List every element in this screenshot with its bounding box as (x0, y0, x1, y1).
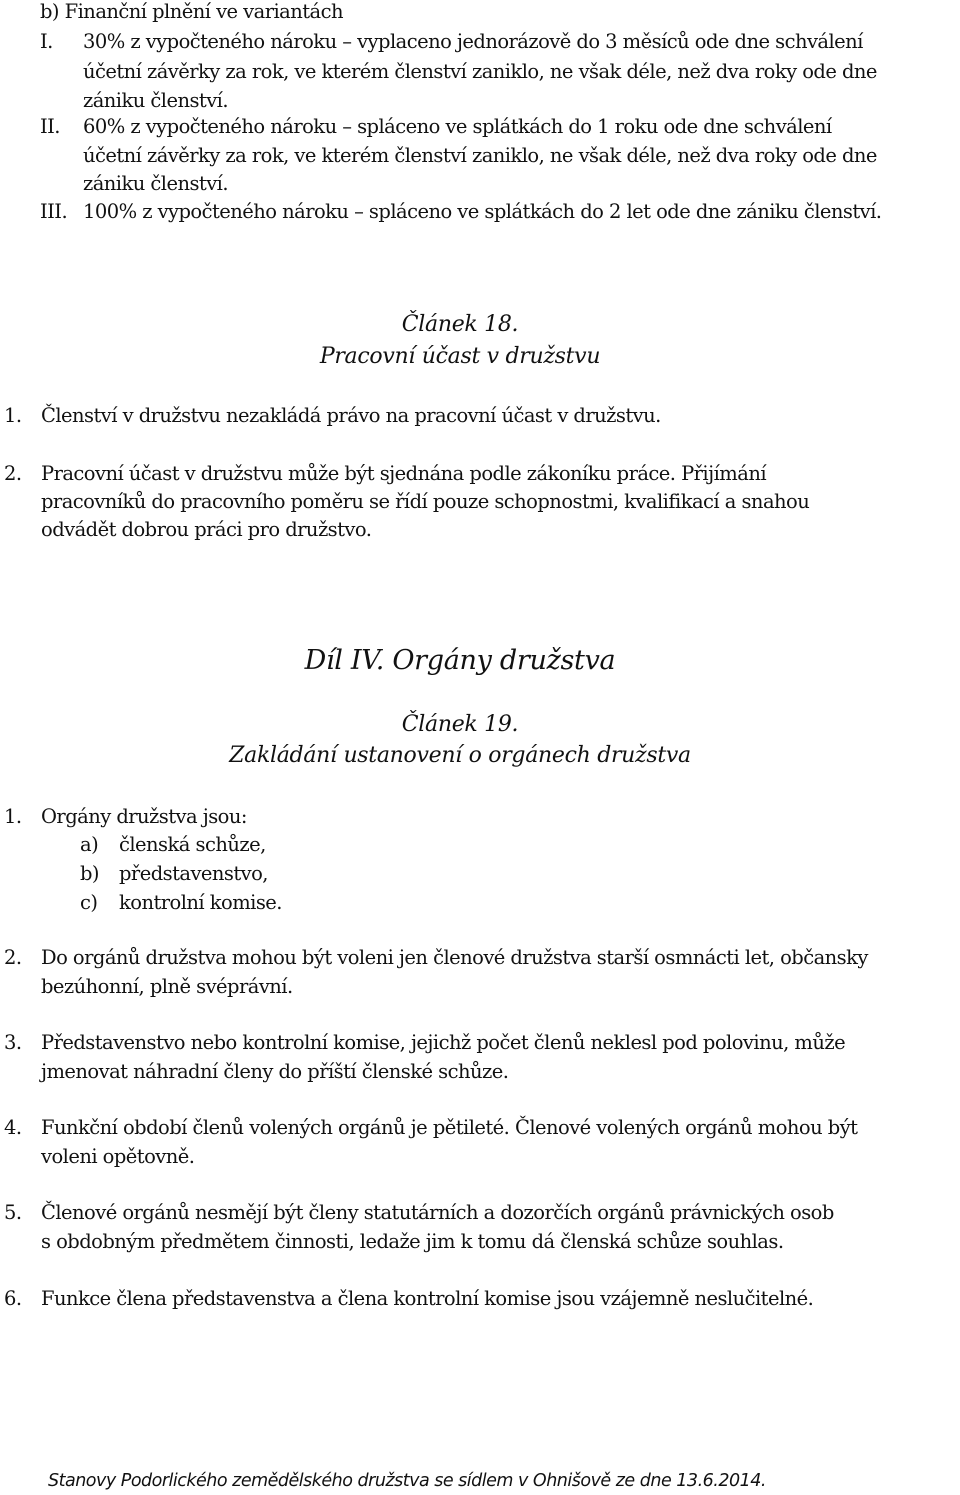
organ-a-marker: a) (80, 833, 99, 856)
article-19-number: Článek 19. (401, 712, 519, 737)
art19-p6-line-1: Funkce člena představenstva a člena kontrolní komise jsou vzájemně neslučitelné. (41, 1287, 814, 1310)
item-iii-line-1: 100% z vypočteného nároku – spláceno ve splátkách do 2 let ode dne zániku členství. (83, 200, 882, 223)
article-18-number: Článek 18. (401, 312, 519, 337)
organ-b-text: představenstvo, (119, 862, 268, 885)
art19-p1-intro: Orgány družstva jsou: (41, 805, 247, 828)
art18-p2-line-2: pracovníků do pracovního poměru se řídí pouze schopnostmi, kvalifikací a snahou (41, 490, 810, 513)
item-marker-i: I. (40, 30, 53, 53)
item-ii-line-2: účetní závěrky za rok, ve kterém členství zaniklo, ne však déle, než dva roky ode dne (83, 144, 877, 167)
art19-p3-line-2: jmenovat náhradní členy do příští členské schůze. (41, 1060, 509, 1083)
item-i-line-1: 30% z vypočteného nároku – vyplaceno jednorázově do 3 měsíců ode dne schválení (83, 30, 863, 53)
item-ii-line-1: 60% z vypočteného nároku – spláceno ve splátkách do 1 roku ode dne schválení (83, 115, 832, 138)
art18-p2-marker: 2. (4, 462, 22, 485)
item-i-line-3: zániku členství. (83, 89, 229, 112)
article-19-title: Zakládání ustanovení o orgánech družstva (229, 743, 691, 768)
part-4-title: Díl IV. Orgány družstva (304, 645, 616, 676)
art19-p3-line-1: Představenstvo nebo kontrolní komise, jejichž počet členů neklesl pod polovinu, může (41, 1031, 846, 1054)
art19-p4-line-2: voleni opětovně. (41, 1145, 195, 1168)
art19-p2-line-1: Do orgánů družstva mohou být voleni jen členové družstva starší osmnácti let, občansky (41, 946, 868, 969)
art18-p1-marker: 1. (4, 404, 22, 427)
art19-p1-marker: 1. (4, 805, 22, 828)
art19-p5-line-1: Členové orgánů nesmějí být členy statutárních a dozorčích orgánů právnických osob (41, 1201, 834, 1224)
section-b-heading: b) Finanční plnění ve variantách (40, 0, 344, 23)
article-18-title: Pracovní účast v družstvu (319, 344, 601, 369)
organ-c-text: kontrolní komise. (119, 891, 282, 914)
item-ii-line-3: zániku členství. (83, 172, 229, 195)
art19-p4-line-1: Funkční období členů volených orgánů je pětileté. Členové volených orgánů mohou být (41, 1116, 858, 1139)
item-marker-ii: II. (40, 115, 60, 138)
art18-p2-line-3: odvádět dobrou práci pro družstvo. (41, 518, 372, 541)
art19-p4-marker: 4. (4, 1116, 22, 1139)
art19-p2-marker: 2. (4, 946, 22, 969)
organ-c-marker: c) (80, 891, 98, 914)
item-marker-iii: III. (40, 200, 68, 223)
item-i-line-2: účetní závěrky za rok, ve kterém členství zaniklo, ne však déle, než dva roky ode dne (83, 60, 877, 83)
art18-p2-line-1: Pracovní účast v družstvu může být sjednána podle zákoníku práce. Přijímání (41, 462, 767, 485)
art19-p5-line-2: s obdobným předmětem činnosti, ledaže jim k tomu dá členská schůze souhlas. (41, 1230, 784, 1253)
art19-p2-line-2: bezúhonní, plně svéprávní. (41, 975, 293, 998)
organ-a-text: členská schůze, (119, 833, 266, 856)
art19-p6-marker: 6. (4, 1287, 22, 1310)
organ-b-marker: b) (80, 862, 99, 885)
art18-p1-line-1: Členství v družstvu nezakládá právo na pracovní účast v družstvu. (41, 404, 661, 427)
page-footer: Stanovy Podorlického zemědělského družstva se sídlem v Ohnišově ze dne 13.6.2014. (48, 1471, 766, 1491)
art19-p3-marker: 3. (4, 1031, 22, 1054)
art19-p5-marker: 5. (4, 1201, 22, 1224)
